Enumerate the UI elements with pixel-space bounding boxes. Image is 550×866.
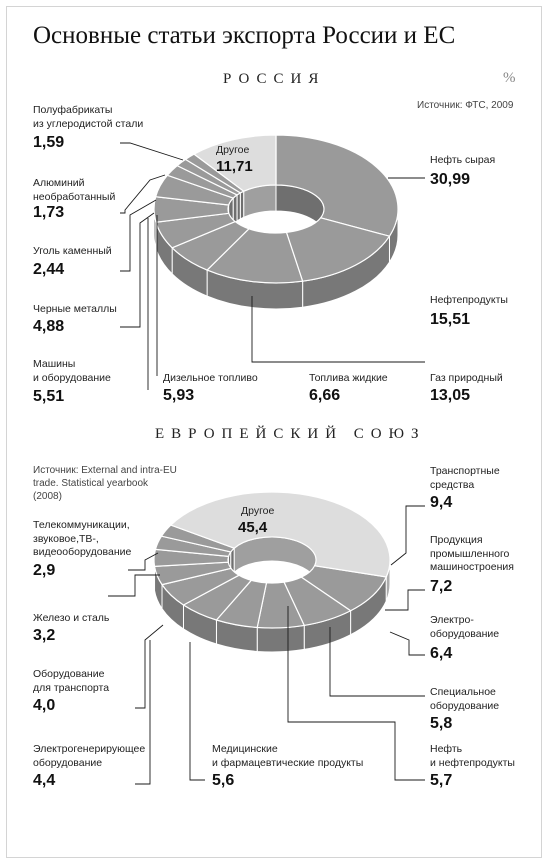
eu-value-6: 4,4	[33, 772, 56, 789]
eu-value-3: 5,8	[430, 715, 453, 732]
russia-value-3: 6,66	[309, 387, 341, 404]
russia-label-6: Черные металлы	[33, 303, 117, 315]
russia-value-7: 2,44	[33, 261, 65, 278]
eu-outer-wall-2	[257, 625, 304, 652]
eu-label-8: Железо и сталь	[33, 612, 110, 624]
eu-label-0: Транспортные средства	[430, 465, 500, 491]
russia-leader-9	[120, 143, 183, 160]
russia-value-0: 30,99	[430, 171, 471, 188]
russia-label-7: Уголь каменный	[33, 245, 112, 257]
russia-label-8: Алюминий необработанный	[33, 177, 116, 203]
eu-value-8: 3,2	[33, 627, 56, 644]
russia-leader-6	[120, 213, 154, 327]
eu-source: Источник: External and intra-EU trade. Statistical yearbook (2008)	[33, 465, 177, 502]
eu-value-5: 5,6	[212, 772, 235, 789]
eu-section-title: ЕВРОПЕЙСКИЙ СОЮЗ	[155, 426, 426, 442]
eu-value-4: 5,7	[430, 772, 453, 789]
russia-value-6: 4,88	[33, 318, 65, 335]
eu-label-9: Телекоммуникации, звуковое,ТВ-, видеооборудование	[33, 519, 132, 558]
eu-value-1: 7,2	[430, 578, 453, 595]
eu-other-label: Другое	[241, 505, 275, 517]
eu-value-7: 4,0	[33, 697, 56, 714]
russia-other-value: 11,71	[216, 158, 253, 175]
eu-label-5: Медицинские и фармацевтические продукты	[212, 743, 364, 769]
russia-label-1: Нефтепродукты	[430, 294, 508, 306]
eu-label-7: Оборудование для транспорта	[33, 668, 110, 694]
eu-other-value: 45,4	[238, 519, 268, 536]
russia-inner-wall-9	[240, 191, 243, 219]
russia-source: Источник: ФТС, 2009	[417, 100, 514, 111]
russia-value-8: 1,73	[33, 204, 65, 221]
russia-section-title: РОССИЯ	[223, 71, 326, 87]
eu-leader-2	[390, 632, 425, 655]
russia-label-3: Топлива жидкие	[309, 372, 388, 384]
russia-slice-0	[276, 135, 398, 236]
eu-label-1: Продукция промышленного машиностроения	[430, 534, 514, 573]
eu-value-2: 6,4	[430, 645, 453, 662]
russia-value-2: 13,05	[430, 387, 471, 404]
eu-leader-0	[391, 506, 425, 565]
eu-label-4: Нефть и нефтепродукты	[430, 743, 515, 769]
russia-value-9: 1,59	[33, 134, 65, 151]
russia-other-label: Другое	[216, 144, 250, 156]
russia-label-9: Полуфабрикаты из углеродистой стали	[33, 104, 144, 130]
percent-sign: %	[503, 70, 516, 86]
eu-label-6: Электрогенерирующее оборудование	[33, 743, 146, 769]
page-title: Основные статьи экспорта России и ЕС	[33, 22, 456, 49]
eu-label-3: Специальное оборудование	[430, 686, 500, 712]
eu-value-0: 9,4	[430, 494, 453, 511]
russia-label-0: Нефть сырая	[430, 154, 496, 166]
eu-leader-8	[108, 575, 160, 596]
russia-label-2: Газ природный	[430, 372, 503, 384]
eu-leader-7	[135, 625, 163, 708]
eu-value-9: 2,9	[33, 562, 56, 579]
russia-label-4: Дизельное топливо	[163, 372, 258, 384]
eu-leader-5	[190, 642, 205, 780]
russia-label-5: Машины и оборудование	[33, 358, 111, 384]
eu-label-2: Электро- оборудование	[430, 614, 500, 640]
russia-value-1: 15,51	[430, 311, 471, 328]
eu-leader-1	[385, 590, 425, 610]
russia-value-4: 5,93	[163, 387, 195, 404]
russia-value-5: 5,51	[33, 388, 65, 405]
